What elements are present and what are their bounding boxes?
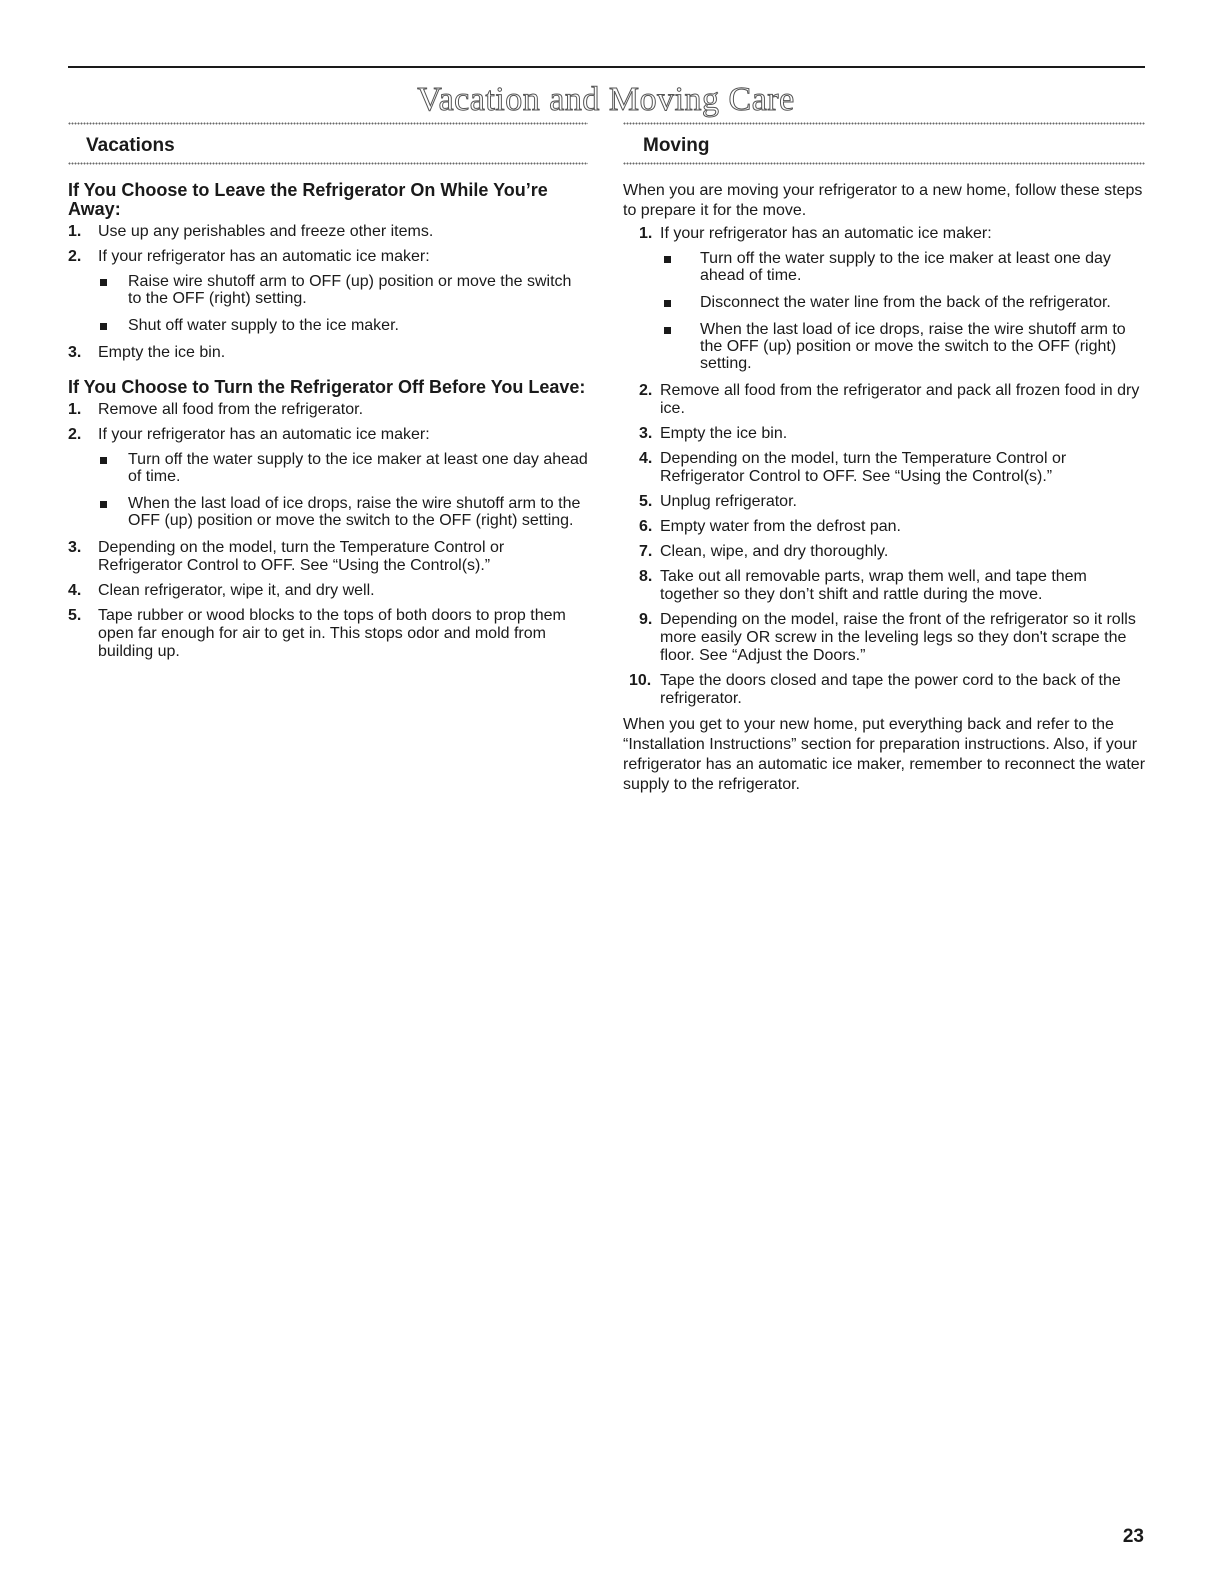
bullet-item (660, 250, 1145, 284)
top-rule (68, 66, 1145, 68)
moving-steps (629, 225, 1145, 708)
step-text: Empty the ice bin. (660, 425, 788, 442)
step-number: 2. (68, 426, 82, 443)
step-number: 3. (68, 539, 82, 556)
step-item (639, 493, 1145, 511)
step-number: 4. (639, 450, 653, 467)
leave-on-steps (68, 223, 588, 362)
step-item (639, 518, 1145, 536)
step-number: 4. (68, 582, 82, 599)
step-number: 1. (68, 223, 82, 240)
bullet-square-icon (100, 323, 107, 330)
step-text: Depending on the model, turn the Temperature Control or Refrigerator Control to OFF. See “Using the Control(s).” (98, 539, 505, 574)
step-number: 8. (639, 568, 653, 585)
page-title: Vacation and Moving Care (417, 81, 795, 118)
step-number: 2. (639, 382, 653, 399)
moving-intro: When you are moving your refrigerator to a new home, follow these steps to prepare it for the move. (623, 182, 1143, 219)
step-item (68, 582, 588, 600)
bullet-square-icon (664, 300, 671, 307)
section-title-moving: Moving (643, 135, 710, 156)
step-text: Clean, wipe, and dry thoroughly. (660, 543, 889, 560)
bullet-item (660, 294, 1145, 311)
step-item (68, 539, 588, 575)
step-text: Remove all food from the refrigerator and pack all frozen food in dry ice. (660, 382, 1140, 417)
bullet-item (98, 451, 588, 485)
step-item (639, 425, 1145, 443)
bullet-square-icon (100, 279, 107, 286)
step-item (639, 450, 1145, 486)
bullet-square-icon (664, 256, 671, 263)
step-text: Take out all removable parts, wrap them well, and tape them together so they don’t shift and rattle during the move. (660, 568, 1087, 603)
bullet-item (98, 317, 588, 334)
moving-column (623, 122, 1145, 795)
step-text: Depending on the model, raise the front of the refrigerator so it rolls more easily OR screw in the leveling legs so they don't scrape the floor. See “Adjust the Doors.” (660, 611, 1136, 664)
step-text: Remove all food from the refrigerator. (98, 401, 364, 418)
bullet-text: When the last load of ice drops, raise the wire shutoff arm to the OFF (up) position or move the switch to the OFF (right) setting. (128, 495, 581, 529)
step-number: 3. (639, 425, 653, 442)
step-item (639, 611, 1145, 665)
step-text: If your refrigerator has an automatic ice maker: (98, 248, 430, 265)
step-text: Tape rubber or wood blocks to the tops of both doors to prop them open far enough for air to get in. This stops odor and mold from building up. (98, 607, 566, 660)
bullet-square-icon (100, 501, 107, 508)
section-title-vacations: Vacations (86, 135, 175, 156)
bullet-text: Turn off the water supply to the ice maker at least one day ahead of time. (128, 451, 588, 485)
step-number: 10. (629, 672, 652, 689)
step-text: Use up any perishables and freeze other items. (98, 223, 434, 240)
subheading-turn-off: If You Choose to Turn the Refrigerator Off Before You Leave: (68, 377, 586, 397)
step-number: 5. (639, 493, 653, 510)
step-number: 5. (68, 607, 82, 624)
bullet-item (98, 495, 588, 529)
bullet-item (98, 273, 588, 307)
bullet-list (660, 250, 1145, 372)
step-item (68, 248, 588, 334)
bullet-list (98, 273, 588, 334)
step-text: Tape the doors closed and tape the power cord to the back of the refrigerator. (660, 672, 1121, 707)
page-number: 23 (1122, 1526, 1144, 1547)
bullet-list (98, 451, 588, 529)
step-text: Depending on the model, turn the Temperature Control or Refrigerator Control to OFF. See “Using the Control(s).” (660, 450, 1067, 485)
bullet-text: Turn off the water supply to the ice maker at least one day ahead of time. (700, 250, 1111, 284)
step-text: Clean refrigerator, wipe it, and dry well. (98, 582, 375, 599)
turn-off-steps (68, 401, 588, 661)
step-text: If your refrigerator has an automatic ice maker: (98, 426, 430, 443)
step-item (68, 401, 588, 419)
step-item (68, 607, 588, 661)
step-number: 6. (639, 518, 653, 535)
step-number: 3. (68, 344, 82, 361)
subheading-leave-on: If You Choose to Leave the Refrigerator On While You’re Away: (68, 180, 548, 219)
step-item (68, 223, 588, 241)
step-item (639, 568, 1145, 604)
step-text: If your refrigerator has an automatic ice maker: (660, 225, 992, 242)
dotted-rule (68, 162, 588, 167)
bullet-text: Raise wire shutoff arm to OFF (up) position or move the switch to the OFF (right) setting. (128, 273, 572, 307)
step-number: 9. (639, 611, 653, 628)
vacations-column (68, 122, 588, 668)
step-number: 1. (639, 225, 653, 242)
moving-outro: When you get to your new home, put everything back and refer to the “Installation Instructions” section for preparation instructions. Also, if your refrigerator has an automatic ice maker, remember to reconnect the water supply to the refrigerator. (623, 716, 1146, 793)
step-number: 1. (68, 401, 82, 418)
step-text: Empty water from the defrost pan. (660, 518, 901, 535)
bullet-text: Shut off water supply to the ice maker. (128, 317, 399, 334)
step-number: 2. (68, 248, 82, 265)
bullet-square-icon (100, 457, 107, 464)
step-number: 7. (639, 543, 653, 560)
step-text: Unplug refrigerator. (660, 493, 797, 510)
dotted-rule (623, 162, 1145, 167)
step-item (629, 672, 1145, 708)
step-item (639, 225, 1145, 372)
bullet-text: When the last load of ice drops, raise the wire shutoff arm to the OFF (up) position or move the switch to the OFF (right) setting. (700, 321, 1126, 372)
step-item (68, 426, 588, 529)
step-item (639, 543, 1145, 561)
step-text: Empty the ice bin. (98, 344, 226, 361)
bullet-text: Disconnect the water line from the back of the refrigerator. (700, 294, 1111, 311)
step-item (639, 382, 1145, 418)
bullet-item (660, 321, 1145, 372)
bullet-square-icon (664, 327, 671, 334)
step-item (68, 344, 588, 362)
